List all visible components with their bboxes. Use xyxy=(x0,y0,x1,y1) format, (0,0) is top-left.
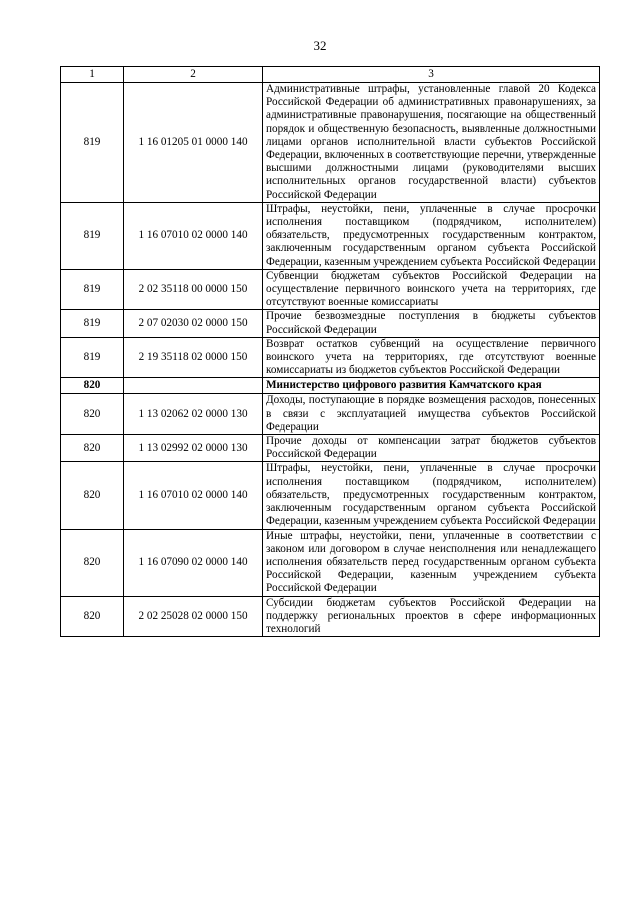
column-header-2: 2 xyxy=(124,67,263,83)
revenue-code-cell: 2 02 25028 02 0000 150 xyxy=(124,596,263,637)
revenue-codes-table xyxy=(60,66,600,637)
revenue-code-cell: 1 16 01205 01 0000 140 xyxy=(124,83,263,203)
column-header-3: 3 xyxy=(263,67,600,83)
description-cell: Возврат остатков субвенций на осуществление первичного воинского учета на территориях, где отсутствуют военные комиссариаты из бюджетов субъектов Российской Федерации xyxy=(263,337,600,378)
table-row xyxy=(61,394,600,435)
description-cell: Штрафы, неустойки, пени, уплаченные в случае просрочки исполнения поставщиком (подрядчиком, исполнителем) обязательств, предусмотренных государственным контрактом, заключенным государственным органом субъекта Российской Федерации, казенным учреждением субъекта Российской Федерации xyxy=(263,202,600,269)
description-cell: Административные штрафы, установленные главой 20 Кодекса Российской Федерации об административных правонарушениях, за административные правонарушения, посягающие на общественный порядок и общественную безопасность, выявленные должностными лицами органов исполнительной власти субъектов Российской Федерации, включенных в соответствующие перечни, утвержденные высшими должностными лицами (руководителями высших исполнительных органов государственной власти) субъектов Российской Федерации xyxy=(263,83,600,203)
revenue-code-cell: 1 16 07010 02 0000 140 xyxy=(124,462,263,529)
table-row xyxy=(61,596,600,637)
table-header-row xyxy=(61,67,600,83)
table-row xyxy=(61,462,600,529)
admin-code-cell: 820 xyxy=(61,378,124,394)
description-cell: Прочие доходы от компенсации затрат бюджетов субъектов Российской Федерации xyxy=(263,435,600,462)
table-row xyxy=(61,269,600,310)
revenue-code-cell: 1 13 02062 02 0000 130 xyxy=(124,394,263,435)
admin-code-cell: 819 xyxy=(61,83,124,203)
admin-code-cell: 819 xyxy=(61,310,124,337)
revenue-code-cell: 2 07 02030 02 0000 150 xyxy=(124,310,263,337)
revenue-code-cell: 1 16 07010 02 0000 140 xyxy=(124,202,263,269)
description-cell: Субвенции бюджетам субъектов Российской Федерации на осуществление первичного воинского учета на территориях, где отсутствуют военные комиссариаты xyxy=(263,269,600,310)
description-cell: Министерство цифрового развития Камчатского края xyxy=(263,378,600,394)
admin-code-cell: 820 xyxy=(61,596,124,637)
admin-code-cell: 820 xyxy=(61,394,124,435)
admin-code-cell: 819 xyxy=(61,269,124,310)
description-cell: Штрафы, неустойки, пени, уплаченные в случае просрочки исполнения поставщиком (подрядчиком, исполнителем) обязательств, предусмотренных государственным контрактом, заключенным государственным органом субъекта Российской Федерации, казенным учреждением субъекта Российской Федерации xyxy=(263,462,600,529)
page-number: 32 xyxy=(313,38,327,53)
revenue-code-cell: 2 02 35118 00 0000 150 xyxy=(124,269,263,310)
table-row xyxy=(61,202,600,269)
revenue-code-cell: 1 13 02992 02 0000 130 xyxy=(124,435,263,462)
table-row xyxy=(61,435,600,462)
section-row xyxy=(61,378,600,394)
revenue-code-cell xyxy=(124,378,263,394)
description-cell: Субсидии бюджетам субъектов Российской Федерации на поддержку региональных проектов в сфере информационных технологий xyxy=(263,596,600,637)
description-cell: Прочие безвозмездные поступления в бюджеты субъектов Российской Федерации xyxy=(263,310,600,337)
table-row xyxy=(61,310,600,337)
admin-code-cell: 820 xyxy=(61,529,124,596)
revenue-code-cell: 2 19 35118 02 0000 150 xyxy=(124,337,263,378)
table-row xyxy=(61,337,600,378)
admin-code-cell: 820 xyxy=(61,435,124,462)
column-header-1: 1 xyxy=(61,67,124,83)
description-cell: Иные штрафы, неустойки, пени, уплаченные в соответствии с законом или договором в случае неисполнения или ненадлежащего исполнения обязательств перед государственным органом субъекта Российской Федерации, казенным учреждением субъекта Российской Федерации xyxy=(263,529,600,596)
admin-code-cell: 820 xyxy=(61,462,124,529)
admin-code-cell: 819 xyxy=(61,202,124,269)
table-row xyxy=(61,83,600,203)
revenue-code-cell: 1 16 07090 02 0000 140 xyxy=(124,529,263,596)
admin-code-cell: 819 xyxy=(61,337,124,378)
table-row xyxy=(61,529,600,596)
description-cell: Доходы, поступающие в порядке возмещения расходов, понесенных в связи с эксплуатацией имущества субъектов Российской Федерации xyxy=(263,394,600,435)
